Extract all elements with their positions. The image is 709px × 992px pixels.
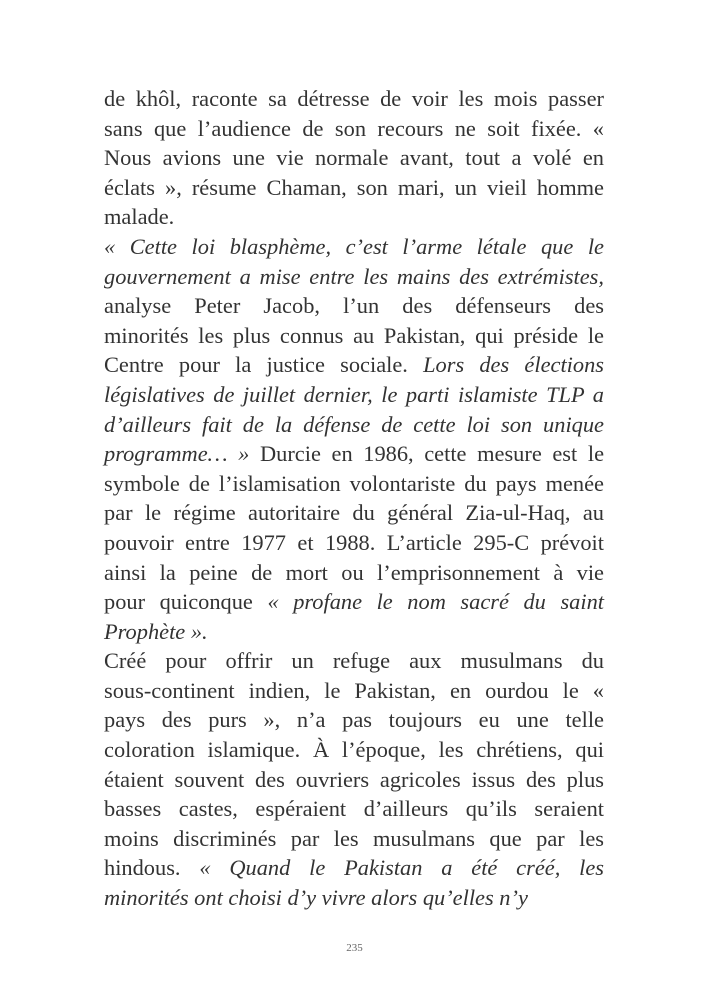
page-number: 235 — [346, 942, 363, 954]
body-text: Créé pour offrir un refuge aux musulmans du — [104, 648, 604, 674]
text-line — [104, 262, 604, 292]
text-line — [104, 380, 604, 410]
italic-quote-text: législatives de juillet dernier, le parti islamiste TLP a — [104, 381, 604, 407]
text-line — [104, 617, 604, 647]
italic-quote-text: Lors des élections — [423, 352, 604, 378]
paragraph — [104, 232, 604, 646]
text-line — [104, 883, 604, 913]
text-line — [104, 587, 604, 617]
body-text: symbole de l’islamisation volontariste du pays menée — [104, 470, 604, 496]
text-line — [104, 202, 604, 232]
text-line — [104, 528, 604, 558]
italic-quote-text: « Quand le Pakistan a été créé, les — [199, 855, 604, 881]
italic-quote-text: « profane le nom sacré du saint — [267, 589, 604, 615]
body-text: moins discriminés par les musulmans que par les — [104, 825, 604, 851]
italic-quote-text: programme… » — [104, 441, 250, 467]
text-line — [104, 705, 604, 735]
text-line — [104, 824, 604, 854]
text-line — [104, 439, 604, 469]
paragraph — [104, 84, 604, 232]
text-line — [104, 794, 604, 824]
text-line — [104, 498, 604, 528]
text-line — [104, 173, 604, 203]
body-text: par le régime autoritaire du général Zia-ul-Haq, au — [104, 500, 604, 526]
body-text: malade. — [104, 204, 175, 230]
text-line — [104, 646, 604, 676]
body-text: basses castes, espéraient d’ailleurs qu’ils seraient — [104, 796, 604, 822]
text-line — [104, 143, 604, 173]
italic-quote-text: Prophète ». — [104, 618, 208, 644]
body-text: sous-continent indien, le Pakistan, en ourdou le « — [104, 677, 604, 703]
body-text: analyse Peter Jacob, l’un des défenseurs des — [104, 293, 604, 319]
text-line — [104, 291, 604, 321]
body-text: pour quiconque — [104, 589, 268, 615]
text-line — [104, 469, 604, 499]
body-text: hindous. — [104, 855, 200, 881]
italic-quote-text: minorités ont choisi d’y vivre alors qu’elles n’y — [104, 885, 528, 911]
body-text: pouvoir entre 1977 et 1988. L’article 295-C prévoit — [104, 529, 604, 555]
paragraph — [104, 646, 604, 912]
italic-quote-text: d’ailleurs fait de la défense de cette loi son unique — [104, 411, 604, 437]
body-text: pays des purs », n’a pas toujours eu une telle — [104, 707, 604, 733]
body-text: Durcie en 1986, cette mesure est le — [249, 441, 605, 467]
italic-quote-text: « Cette loi blasphème, c’est l’arme létale que le — [104, 233, 604, 259]
body-text: Nous avions une vie normale avant, tout a volé en — [104, 145, 604, 171]
text-line — [104, 232, 604, 262]
body-text: sans que l’audience de son recours ne soit fixée. « — [104, 115, 604, 141]
text-line — [104, 853, 604, 883]
text-line — [104, 350, 604, 380]
text-line — [104, 114, 604, 144]
text-line — [104, 676, 604, 706]
text-line — [104, 735, 604, 765]
body-text: de khôl, raconte sa détresse de voir les mois passer — [104, 86, 604, 111]
text-line — [104, 410, 604, 440]
page-body — [104, 84, 604, 913]
body-text: éclats », résume Chaman, son mari, un vieil homme — [104, 174, 604, 200]
body-text: ainsi la peine de mort ou l’emprisonnement à vie — [104, 559, 604, 585]
text-line — [104, 765, 604, 795]
body-text: coloration islamique. À l’époque, les chrétiens, qui — [104, 737, 604, 763]
body-text: étaient souvent des ouvriers agricoles issus des plus — [104, 766, 604, 792]
body-text: Centre pour la justice sociale. — [104, 352, 424, 378]
body-text: minorités les plus connus au Pakistan, qui préside le — [104, 322, 604, 348]
text-line — [104, 84, 604, 114]
text-line — [104, 558, 604, 588]
text-line — [104, 321, 604, 351]
italic-quote-text: gouvernement a mise entre les mains des extrémistes, — [104, 263, 604, 289]
